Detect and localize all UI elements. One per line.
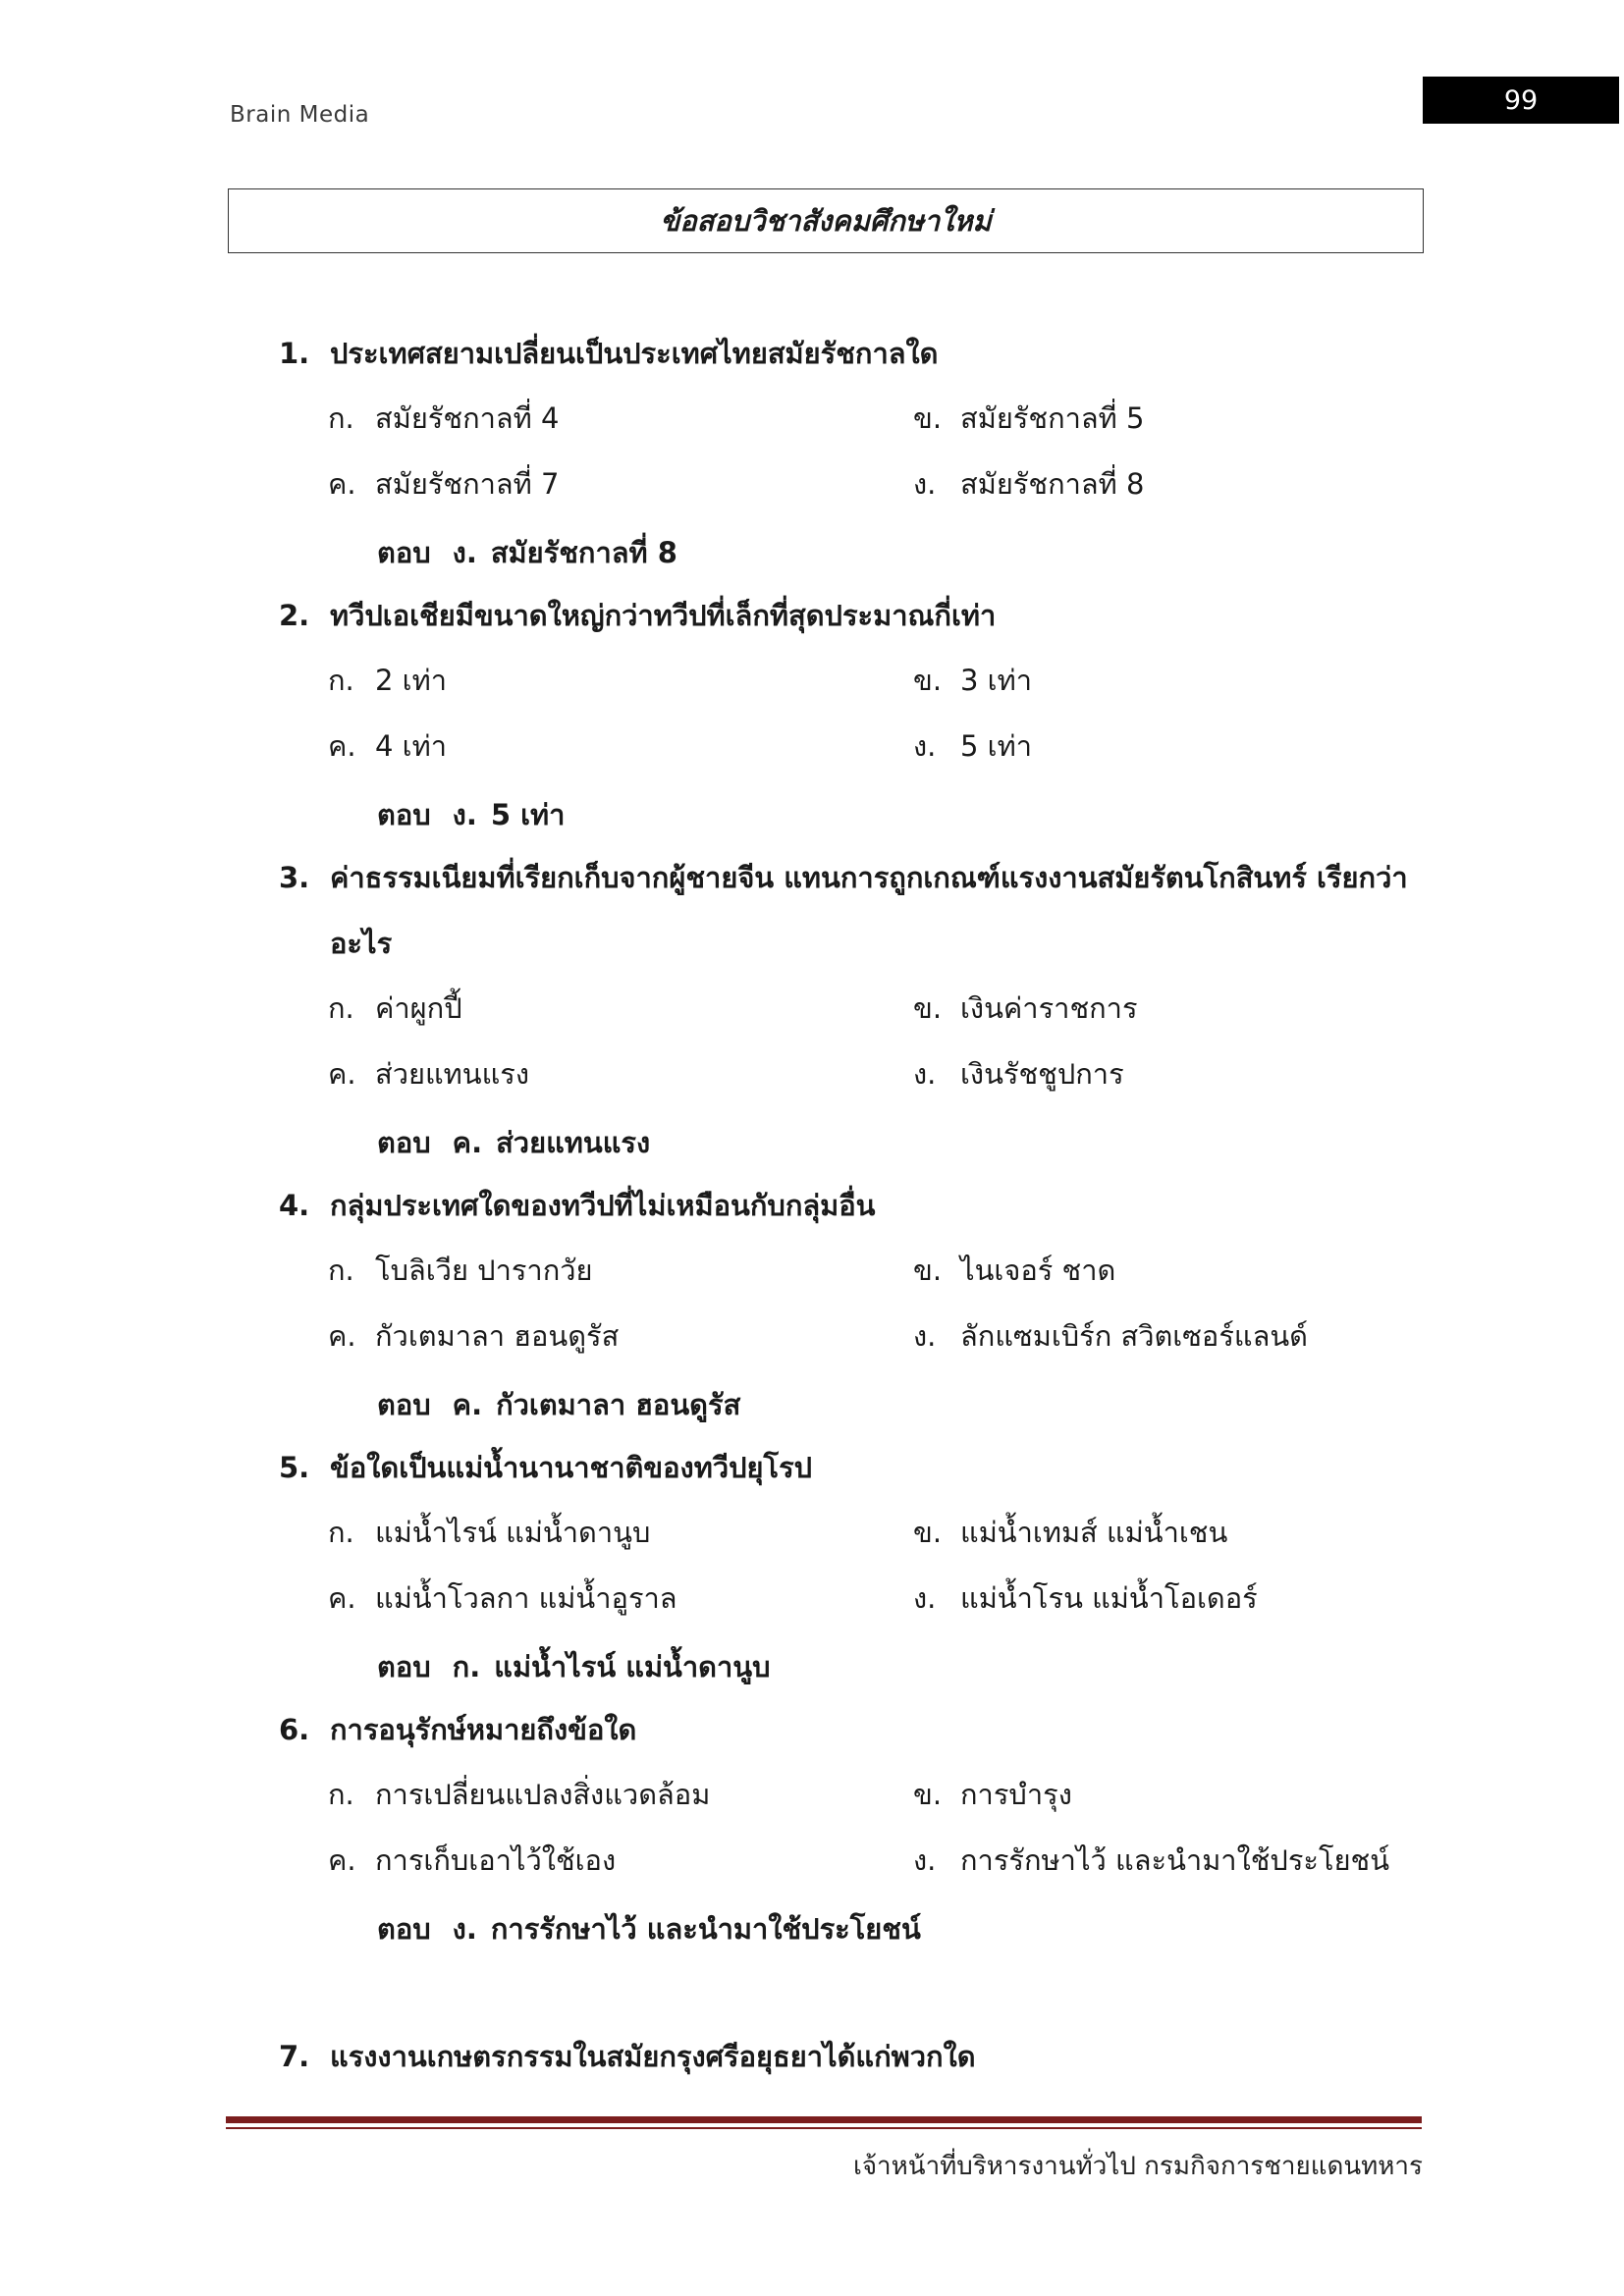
question-stem [279, 845, 1418, 977]
footer-text: เจ้าหน้าที่บริหารงานทั่วไป กรมกิจการชายแดนทหาร [852, 2152, 1423, 2181]
option-letter: ข. [913, 991, 943, 1025]
question-text: ประเทศสยามเปลี่ยนเป็นประเทศไทยสมัยรัชกาลใด [330, 337, 939, 370]
option-b [913, 661, 1032, 700]
answer-label: ตอบ [377, 1126, 431, 1159]
question-text: การอนุรักษ์หมายถึงข้อใด [330, 1713, 637, 1746]
option-text: สมัยรัชกาลที่ 5 [960, 401, 1145, 435]
option-text: การรักษาไว้ และนำมาใช้ประโยชน์ [960, 1843, 1390, 1877]
question-number: 5. [279, 1451, 310, 1484]
answer-label: ตอบ [377, 1912, 431, 1946]
option-text: แม่น้ำโรน แม่น้ำโอเดอร์ [960, 1581, 1258, 1615]
option-d [913, 464, 1144, 504]
answer-letter: ค. [452, 1126, 483, 1159]
option-d [913, 1578, 1258, 1618]
answer-line [377, 792, 565, 837]
publisher-name: Brain Media [230, 102, 370, 128]
answer-text: กัวเตมาลา ฮอนดูรัส [496, 1388, 741, 1421]
option-c [328, 726, 447, 766]
option-a [328, 1513, 650, 1552]
option-b [913, 1775, 1072, 1814]
option-letter: ข. [913, 1516, 943, 1549]
question-text: ข้อใดเป็นแม่น้ำนานาชาติของทวีปยุโรป [330, 1451, 813, 1484]
page-number: 99 [1503, 84, 1539, 116]
option-text: ลักแซมเบิร์ก สวิตเซอร์แลนด์ [960, 1319, 1309, 1353]
option-text: สมัยรัชกาลที่ 4 [375, 401, 560, 435]
option-text: โบลิเวีย ปารากวัย [375, 1254, 593, 1287]
option-letter: ก. [328, 401, 354, 435]
option-letter: ข. [913, 401, 943, 435]
question-text: แรงงานเกษตรกรรมในสมัยกรุงศรีอยุธยาได้แก่พวกใด [330, 2040, 976, 2073]
option-b [913, 1513, 1227, 1552]
option-text: การเปลี่ยนแปลงสิ่งแวดล้อม [375, 1778, 711, 1811]
option-c [328, 1578, 677, 1618]
option-text: 3 เท่า [960, 664, 1032, 697]
option-letter: ง. [913, 1843, 937, 1877]
question-stem [279, 321, 1418, 387]
option-letter: ก. [328, 1516, 354, 1549]
option-letter: ก. [328, 991, 354, 1025]
question-stem [279, 1435, 1418, 1501]
question-number: 1. [279, 337, 310, 370]
option-c [328, 464, 559, 504]
option-letter: ก. [328, 664, 354, 697]
option-d [913, 1054, 1124, 1094]
option-b [913, 1251, 1115, 1290]
answer-line [377, 1382, 740, 1427]
option-d [913, 1316, 1308, 1356]
answer-label: ตอบ [377, 536, 431, 569]
answer-line [377, 530, 677, 575]
page-number-badge [1423, 77, 1619, 124]
answer-letter: ง. [452, 798, 477, 831]
answer-text: การรักษาไว้ และนำมาใช้ประโยชน์ [490, 1912, 921, 1946]
option-letter: ง. [913, 1057, 937, 1091]
question-stem [279, 583, 1418, 649]
question-stem [279, 2024, 1418, 2090]
answer-label: ตอบ [377, 1650, 431, 1683]
question-stem [279, 1697, 1418, 1763]
answer-line [377, 1120, 650, 1165]
option-c [328, 1316, 619, 1356]
option-text: 4 เท่า [375, 729, 447, 763]
option-text: แม่น้ำเทมส์ แม่น้ำเชน [960, 1516, 1228, 1549]
question-number: 7. [279, 2040, 310, 2073]
answer-text: ส่วยแทนแรง [496, 1126, 651, 1159]
option-letter: ข. [913, 1254, 943, 1287]
option-letter: ง. [913, 1319, 937, 1353]
option-text: การบำรุง [960, 1778, 1072, 1811]
answer-line [377, 1906, 921, 1951]
question-text: ทวีปเอเชียมีขนาดใหญ่กว่าทวีปที่เล็กที่สุดประมาณกี่เท่า [330, 599, 997, 632]
answer-line [377, 1644, 771, 1689]
question-stem [279, 1173, 1418, 1239]
option-text: 2 เท่า [375, 664, 447, 697]
option-letter: ค. [328, 1057, 356, 1091]
answer-letter: ง. [452, 536, 477, 569]
answer-letter: ก. [452, 1650, 481, 1683]
option-letter: ง. [913, 1581, 937, 1615]
option-letter: ง. [913, 467, 937, 501]
footer-rule [226, 2116, 1422, 2123]
option-letter: ค. [328, 1581, 356, 1615]
answer-letter: ง. [452, 1912, 477, 1946]
option-letter: ค. [328, 729, 356, 763]
option-text: ค่าผูกปี้ [375, 991, 462, 1025]
option-text: ไนเจอร์ ชาด [960, 1254, 1116, 1287]
option-text: 5 เท่า [960, 729, 1032, 763]
option-a [328, 661, 447, 700]
footer-rule-thin [226, 2127, 1422, 2129]
question-number: 4. [279, 1189, 310, 1222]
option-text: เงินรัชชูปการ [960, 1057, 1124, 1091]
option-text: การเก็บเอาไว้ใช้เอง [375, 1843, 617, 1877]
option-text: สมัยรัชกาลที่ 8 [960, 467, 1145, 501]
option-text: แม่น้ำไรน์ แม่น้ำดานูบ [375, 1516, 651, 1549]
question-text: กลุ่มประเทศใดของทวีปที่ไม่เหมือนกับกลุ่มอื่น [330, 1189, 876, 1222]
option-letter: ก. [328, 1254, 354, 1287]
question-number: 6. [279, 1713, 310, 1746]
option-text: เงินค่าราชการ [960, 991, 1138, 1025]
option-text: แม่น้ำโวลกา แม่น้ำอูราล [375, 1581, 677, 1615]
page-title: ข้อสอบวิชาสังคมศึกษาใหม่ [660, 204, 992, 238]
question-text: ค่าธรรมเนียมที่เรียกเก็บจากผู้ชายจีน แทนการถูกเกณฑ์แรงงานสมัยรัตนโกสินทร์ เรียกว่าอะไร [330, 861, 1408, 960]
option-a [328, 1775, 710, 1814]
option-letter: ก. [328, 1778, 354, 1811]
option-text: ส่วยแทนแรง [375, 1057, 530, 1091]
answer-text: แม่น้ำไรน์ แม่น้ำดานูบ [494, 1650, 771, 1683]
option-a [328, 399, 559, 438]
option-d [913, 1841, 1389, 1880]
option-text: กัวเตมาลา ฮอนดูรัส [375, 1319, 620, 1353]
option-letter: ง. [913, 729, 937, 763]
option-d [913, 726, 1032, 766]
option-a [328, 1251, 593, 1290]
answer-letter: ค. [452, 1388, 483, 1421]
option-b [913, 988, 1138, 1028]
option-a [328, 988, 462, 1028]
answer-text: 5 เท่า [490, 798, 566, 831]
option-letter: ข. [913, 664, 943, 697]
option-text: สมัยรัชกาลที่ 7 [375, 467, 560, 501]
answer-label: ตอบ [377, 798, 431, 831]
page-title-box [228, 188, 1424, 253]
question-number: 2. [279, 599, 310, 632]
answer-text: สมัยรัชกาลที่ 8 [490, 536, 677, 569]
question-number: 3. [279, 861, 310, 894]
option-letter: ข. [913, 1778, 943, 1811]
option-letter: ค. [328, 1843, 356, 1877]
option-letter: ค. [328, 1319, 356, 1353]
answer-label: ตอบ [377, 1388, 431, 1421]
option-c [328, 1841, 616, 1880]
option-c [328, 1054, 529, 1094]
option-b [913, 399, 1144, 438]
option-letter: ค. [328, 467, 356, 501]
